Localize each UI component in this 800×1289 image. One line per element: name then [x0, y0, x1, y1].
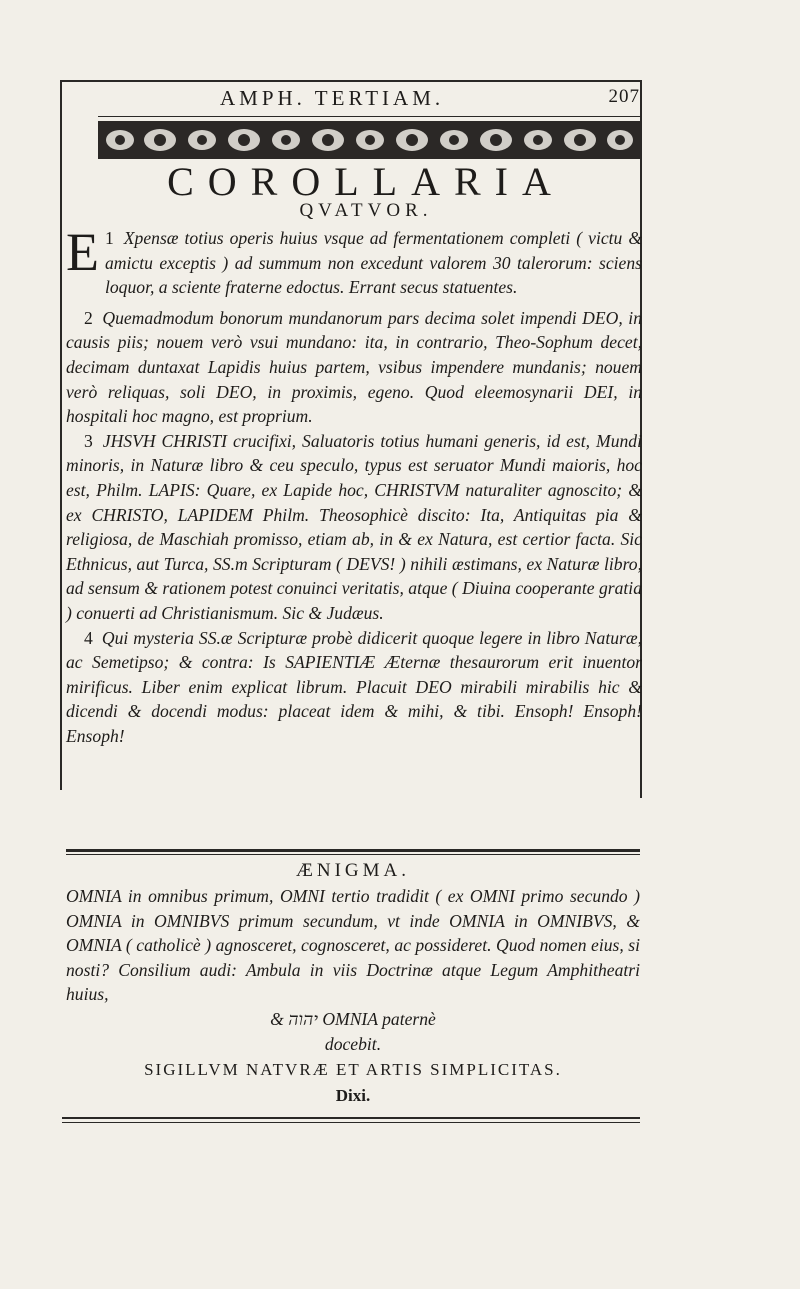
page-number: 207	[608, 86, 640, 107]
bottom-rule-thin	[62, 1122, 640, 1123]
paragraph-text: JHSVH CHRISTI crucifixi, Saluatoris totius humani generis, id est, Mundi minoris, in Naturæ libro & ceu speculo, typus est seruator Mundi maioris, hoc est, Philm. LAPIS: Quare, ex Lapide hoc, CHRISTVM naturaliter agnoscito; & ex CHRISTO, LAPIDEM Philm. Theosophicè discito: Ita, Antiquitas pia & religiosa, de Maschiah promisso, etiam ab, in & ex Natura, est certior facta. Sic Ethnicus, aut Turca, SS.m Scripturam ( DEVS! ) nihili æstimans, ex Naturæ libro, ad sensum & rationem potest conuinci veritatis, atque ( Diuina cooperante gratia ) conuerti ad Christianismum. Sic & Judæus.	[66, 430, 642, 623]
enigma-closing-line-1: & יהוה OMNIA paternè	[270, 1008, 436, 1029]
section-title: COROLLARIA	[167, 159, 565, 204]
corollaria-text	[66, 222, 643, 748]
top-border-line	[60, 80, 642, 82]
paragraph-text: Qui mysteria SS.æ Scripturæ probè didicerit quoque legere in libro Naturæ, ac Semetipso; & contra: Is SAPIENTIÆ Æternæ thesaurorum erit inuentor mirificus. Liber enim explicat librum. Placuit DEO mirabili mirabilis hic & dicendi & docendi modus: placeat idem & mihi, & tibi. Ensoph! Ensoph! Ensoph!	[66, 627, 642, 746]
enigma-paragraph: OMNIA in omnibus primum, OMNI tertio tradidit ( ex OMNI primo secundo ) OMNIA in OMNIBVS primum secundum, vt inde OMNIA in OMNIBVS, & OMNIA ( catholicè ) agnosceret, cognosceret, ac possideret. Quod nomen eius, si nosti? Consilium audi: Ambula in viis Doctrinæ atque Legum Amphitheatri huius,	[66, 886, 640, 1005]
paragraph-number: 2	[84, 307, 93, 328]
paragraph-number: 1	[105, 228, 114, 248]
signature-line: SIGILLVM NATVRÆ ET ARTIS SIMPLICITAS.	[144, 1060, 562, 1079]
enigma-rule-thick	[66, 849, 640, 852]
enigma-closing-line-2: docebit.	[324, 1033, 382, 1054]
ornament-band	[98, 121, 640, 159]
running-header	[160, 86, 646, 116]
drop-cap: E	[66, 222, 99, 282]
dixi: Dixi.	[335, 1086, 371, 1105]
section-subtitle: QVATVOR.	[299, 200, 433, 221]
paragraph-number: 3	[84, 430, 93, 451]
paragraph-text: Quemadmodum bonorum mundanorum pars decima solet impendi DEO, in causis piis; nouem verò vsui mundano: ita, in contrario, Theo-Sophum decet, decimam duntaxat Lapidis huius partem, vsibus impendere mundanis; nouem verò reliquas, soli DEO, in proximis, egeno. Quod eleemosynarii DEI, in hospitali hoc magno, est proprium.	[66, 307, 642, 427]
enigma-title: ÆNIGMA.	[295, 860, 411, 881]
paragraph-2	[66, 306, 642, 429]
header-rule	[98, 116, 640, 117]
paragraph-3	[66, 429, 642, 626]
enigma-rule-thin	[66, 854, 640, 855]
paragraph-text: Xpensæ totius operis huius vsque ad fermentationem completi ( victu & amictu exceptis ) ad summum non excedunt valorem 30 talerorum: sciens loquor, a sciente fraterne edoctus. Errant secus statuentes.	[105, 228, 643, 298]
bottom-rule-thick	[62, 1117, 640, 1119]
enigma-text	[66, 884, 640, 1056]
paragraph-number: 4	[84, 627, 93, 648]
running-head: AMPH. TERTIAM.	[220, 86, 445, 110]
paragraph-4	[66, 626, 642, 749]
paragraph-1	[66, 222, 643, 300]
left-border-line	[60, 80, 62, 790]
